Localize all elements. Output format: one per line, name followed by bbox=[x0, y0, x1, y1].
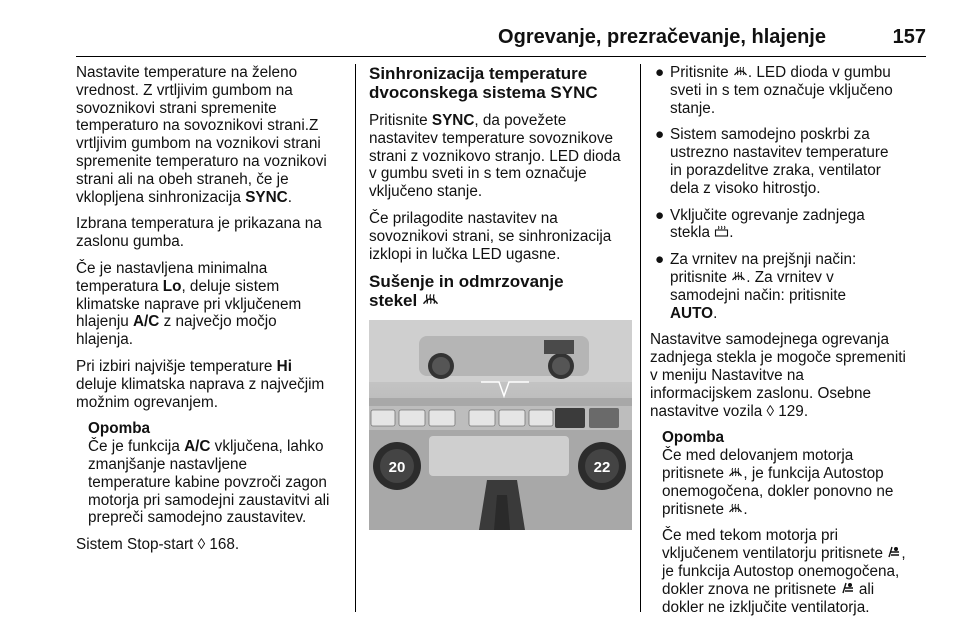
text-line: sovoznikovi strani, se sinhronizacija bbox=[369, 227, 612, 245]
heading-line: Sušenje in odmrzovanje bbox=[369, 272, 564, 292]
text-line: zaslonu gumba. bbox=[76, 233, 184, 251]
text-line: sveti in s tem označuje vključeno bbox=[670, 81, 893, 99]
text-line bbox=[76, 278, 346, 296]
text-line bbox=[662, 501, 930, 519]
text-line bbox=[88, 438, 346, 456]
text-line: samodejni način: pritisnite bbox=[670, 286, 847, 304]
text-run: stekla bbox=[670, 224, 715, 242]
note-box bbox=[662, 429, 930, 616]
cross-reference[interactable] bbox=[650, 403, 930, 421]
paragraph bbox=[650, 331, 930, 420]
text-line bbox=[662, 545, 930, 563]
column-3 bbox=[650, 64, 930, 625]
text-line: Izbrana temperatura je prikazana na bbox=[76, 215, 322, 233]
heading-line: Sinhronizacija temperature bbox=[369, 64, 588, 83]
bullet-dot: ● bbox=[655, 64, 665, 81]
bullet-dot: ● bbox=[655, 126, 665, 144]
text-run: , bbox=[901, 545, 906, 563]
text-run: nastavitve vozila bbox=[650, 402, 767, 420]
page-header bbox=[76, 26, 926, 57]
text-line: in porazdelitve zraka, ventilator bbox=[670, 161, 881, 179]
text-run: . bbox=[729, 224, 734, 242]
text-run: Sistem Stop-start bbox=[76, 536, 198, 554]
column-2 bbox=[369, 64, 631, 530]
text-line: motorja pri samodejni zaustavitvi ali bbox=[88, 491, 330, 509]
text-run: Pritisnite bbox=[670, 64, 733, 81]
keyword-lo: Lo bbox=[162, 277, 182, 295]
paragraph bbox=[76, 260, 346, 349]
text-run: , da povežete bbox=[474, 112, 567, 129]
text-line: vrtljivim gumbom na voznikovi strani bbox=[76, 135, 321, 153]
right-temp-readout: 22 bbox=[593, 459, 611, 477]
page-ref-number: 129. bbox=[774, 402, 809, 420]
text-line: ustrezno nastavitev temperature bbox=[670, 144, 889, 162]
text-line: Za vrnitev na prejšnji način: bbox=[670, 251, 857, 269]
text-line: vrednost. Z vrtljivim gumbom na bbox=[76, 81, 293, 99]
fan-icon bbox=[841, 582, 855, 594]
bullet-item bbox=[650, 207, 930, 243]
column-1 bbox=[76, 64, 346, 563]
keyword-ac: A/C bbox=[132, 313, 160, 331]
text-line: Če med tekom motorja pri bbox=[662, 527, 838, 545]
text-line: Če prilagodite nastavitev na bbox=[369, 209, 558, 227]
text-line: temperature kabine povzroči zagon bbox=[88, 473, 327, 491]
keyword-ac: A/C bbox=[184, 438, 211, 456]
text-line: Če je nastavljena minimalna bbox=[76, 259, 268, 277]
note-title: Opomba bbox=[88, 420, 151, 438]
text-line: Nastavite temperature na želeno bbox=[76, 64, 298, 81]
text-run: . LED dioda v gumbu bbox=[747, 64, 891, 81]
text-run: vključena, lahko bbox=[210, 438, 324, 456]
defrost-windshield-icon bbox=[728, 502, 743, 514]
bullet-item bbox=[650, 251, 930, 322]
text-line bbox=[670, 305, 930, 323]
text-line: Sistem samodejno poskrbi za bbox=[670, 126, 870, 144]
column-divider bbox=[640, 64, 641, 612]
text-line: možnim ogrevanjem. bbox=[76, 393, 218, 411]
text-line: prepreči samodejno zaustavitev. bbox=[88, 509, 307, 527]
page-ref-number: 168. bbox=[205, 536, 240, 554]
heading-run: stekel bbox=[369, 291, 422, 311]
text-line bbox=[670, 269, 930, 287]
text-line: v meniju Nastavitve na bbox=[650, 366, 804, 384]
keyword-hi: Hi bbox=[276, 357, 292, 375]
text-run: z največjo močjo bbox=[159, 313, 277, 331]
text-run: , je funkcija Autostop bbox=[743, 464, 884, 482]
text-line: Če med delovanjem motorja bbox=[662, 447, 854, 465]
text-run: . Za vrnitev v bbox=[746, 268, 834, 286]
keyword-sync: SYNC bbox=[431, 112, 475, 129]
paragraph bbox=[662, 447, 930, 518]
bullet-item bbox=[650, 64, 930, 117]
keyword-sync: SYNC bbox=[245, 188, 288, 206]
column-divider bbox=[355, 64, 356, 612]
bullet-dot: ● bbox=[655, 206, 665, 224]
text-line: je funkcija Autostop onemogočena, bbox=[662, 562, 900, 580]
page-number: 157 bbox=[892, 26, 926, 48]
text-line: zmanjšanje nastavljene bbox=[88, 455, 248, 473]
text-line: dokler ne izključite ventilatorja. bbox=[662, 598, 870, 616]
text-run: pritisnete bbox=[662, 464, 729, 482]
paragraph bbox=[369, 112, 631, 201]
text-line: zadnjega stekla je mogoče spremeniti bbox=[650, 349, 906, 367]
paragraph bbox=[662, 527, 930, 616]
text-line: hlajenja. bbox=[76, 331, 133, 349]
text-line: v gumbu sveti in s tem označuje bbox=[369, 165, 587, 183]
text-line: izklopi in lučka LED ugasne. bbox=[369, 245, 561, 263]
text-run: vključenem ventilatorju pritisnete bbox=[662, 545, 888, 563]
text-line: strani ali na obeh straneh, če je bbox=[76, 170, 289, 188]
text-line: informacijskem zaslonu. Osebne bbox=[650, 384, 872, 402]
text-line: temperaturo na sovoznikovi strani.Z bbox=[76, 117, 319, 135]
text-line bbox=[76, 189, 346, 207]
text-line: nastavitev temperature sovoznikove bbox=[369, 129, 614, 147]
text-line bbox=[662, 465, 930, 483]
text-line: sovoznikovi strani spremenite bbox=[76, 99, 277, 117]
section-heading-defrost bbox=[369, 272, 631, 310]
text-run: . bbox=[713, 304, 718, 322]
text-run: ali bbox=[854, 580, 875, 598]
text-run: Pri izbiri najvišje temperature bbox=[76, 357, 277, 375]
note-title: Opomba bbox=[662, 429, 725, 447]
text-line: strani z voznikovo stranjo. LED dioda bbox=[369, 147, 621, 165]
text-line: Vključite ogrevanje zadnjega bbox=[670, 206, 865, 224]
climate-panel-photo bbox=[369, 320, 632, 530]
text-run: . bbox=[743, 500, 748, 518]
defrost-windshield-icon bbox=[728, 466, 743, 478]
bullet-dot: ● bbox=[655, 251, 665, 269]
text-line: stanje. bbox=[670, 99, 716, 117]
left-temp-readout: 20 bbox=[388, 459, 406, 477]
paragraph bbox=[76, 64, 346, 206]
text-line bbox=[76, 313, 346, 331]
text-line: spremenite temperaturo na voznikovi bbox=[76, 152, 327, 170]
text-line: Nastavitve samodejnega ogrevanja bbox=[650, 331, 889, 349]
note-box bbox=[88, 420, 346, 527]
text-line bbox=[670, 64, 930, 82]
text-line bbox=[369, 112, 631, 130]
bullet-item bbox=[650, 126, 930, 197]
paragraph bbox=[369, 210, 631, 263]
keyword-auto: AUTO bbox=[670, 304, 714, 322]
text-run: Pritisnite bbox=[369, 112, 432, 129]
page-ref-arrow-icon: ◊ bbox=[766, 402, 775, 420]
fan-icon bbox=[887, 546, 901, 558]
cross-reference[interactable] bbox=[76, 536, 346, 554]
rear-window-heating-icon bbox=[714, 225, 729, 237]
text-run: pritisnite bbox=[670, 268, 732, 286]
page-ref-arrow-icon: ◊ bbox=[197, 536, 206, 554]
text-line: onemogočena, dokler ponovno ne bbox=[662, 482, 894, 500]
heading-line: dvoconskega sistema SYNC bbox=[369, 83, 598, 102]
text-line: dela z visoko hitrostjo. bbox=[670, 179, 821, 197]
heading-line bbox=[369, 291, 631, 310]
text-run: hlajenju bbox=[76, 313, 133, 331]
section-heading-sync bbox=[369, 64, 631, 102]
text-line bbox=[76, 358, 346, 376]
page-title: Ogrevanje, prezračevanje, hlajenje bbox=[498, 26, 826, 48]
text-run: . bbox=[287, 188, 292, 206]
text-run: , deluje sistem bbox=[181, 277, 280, 295]
defrost-windshield-icon bbox=[733, 65, 748, 77]
text-run: Če je funkcija bbox=[88, 438, 185, 456]
text-line: deluje klimatska naprava z največjim bbox=[76, 375, 325, 393]
defrost-windshield-icon bbox=[422, 292, 439, 306]
text-run: temperatura bbox=[76, 277, 163, 295]
text-line bbox=[662, 581, 930, 599]
text-run: dokler znova ne pritisnete bbox=[662, 580, 841, 598]
text-run: pritisnete bbox=[662, 500, 729, 518]
text-run: vklopljena sinhronizacija bbox=[76, 188, 246, 206]
text-line bbox=[670, 224, 930, 242]
climate-panel-illustration bbox=[369, 320, 632, 530]
text-line: klimatske naprave pri vključenem bbox=[76, 295, 302, 313]
text-line: vključeno stanje. bbox=[369, 183, 483, 201]
defrost-windshield-icon bbox=[731, 270, 746, 282]
paragraph bbox=[76, 358, 346, 411]
paragraph bbox=[76, 215, 346, 251]
